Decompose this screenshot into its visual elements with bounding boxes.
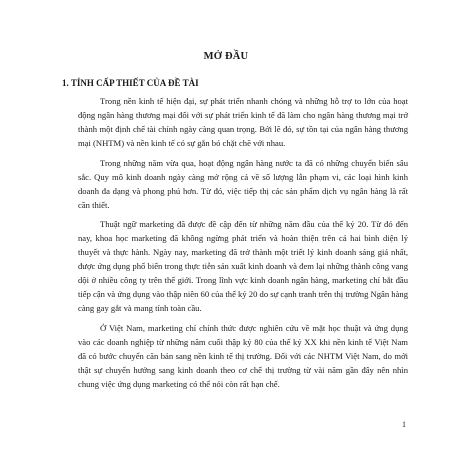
body-text (78, 94, 408, 396)
paragraph-1: Trong nền kinh tế hiện đại, sự phát triển nhanh chóng và những hỗ trợ to lớn của hoạt động ngân hàng thương mại đối với sự phát triển kinh tế đã làm cho ngân hàng thương mại trở thành một định chế tài chính ngày càng quan trọng. Bởi lẽ đó, sự tồn tại của ngân hàng thương mại (NHTM) và nền kinh tế có sự gắn bó chặt chẽ với nhau. (78, 96, 408, 148)
paragraph-2: Trong những năm vừa qua, hoạt động ngân hàng nước ta đã có những chuyển biến sâu sắc. Quy mô kinh doanh ngày càng mở rộng cả về số lượng lẫn phạm vi, các loại hình kinh doanh đa dạng và phong phú hơn. Từ đó, việc tiếp thị các sản phẩm dịch vụ ngân hàng là rất cần thiết. (78, 157, 408, 210)
paragraph-3: Thuật ngữ marketing đã được đề cập đến từ những năm đầu của thế kỷ 20. Từ đó đến nay, khoa học marketing đã không ngừng phát triển và hoàn thiện trên cả hai bình diện lý thuyết và thực hành. Ngày nay, marketing đã trở thành một triết lý kinh doanh sáng giá nhất, được ứng dụng phổ biến trong thực tiễn sản xuất kinh doanh và đem lại những thành công vang dội ở nhiều công ty trên thế giới. Trong lĩnh vực kinh doanh ngân hàng, marketing chỉ bắt đầu tiếp cận và ứng dụng vào thập niên 60 của thế kỷ 20 do sự cạnh tranh trên thị trường Ngân hàng càng gay gắt và mang tính toàn cầu. (78, 219, 408, 313)
paragraph-4: Ở Việt Nam, marketing chỉ chính thức được nghiên cứu về mặt học thuật và ứng dụng vào các doanh nghiệp từ những năm cuối thập kỷ 80 của thế kỷ XX khi nền kinh tế Việt Nam đã có bước chuyển căn bản sang nền kinh tế thị trường. Đối với các NHTM Việt Nam, do mới thật sự chuyển hướng sang kinh doanh theo cơ chế thị trường từ vài năm gần đây nên nhìn chung việc ứng dụng marketing có thể nói còn rất hạn chế. (78, 322, 408, 389)
document-title: MỞ ĐẦU (203, 51, 249, 62)
page-number: 1 (402, 420, 406, 429)
section-heading: 1. TÍNH CẤP THIẾT CỦA ĐỀ TÀI (62, 78, 199, 88)
